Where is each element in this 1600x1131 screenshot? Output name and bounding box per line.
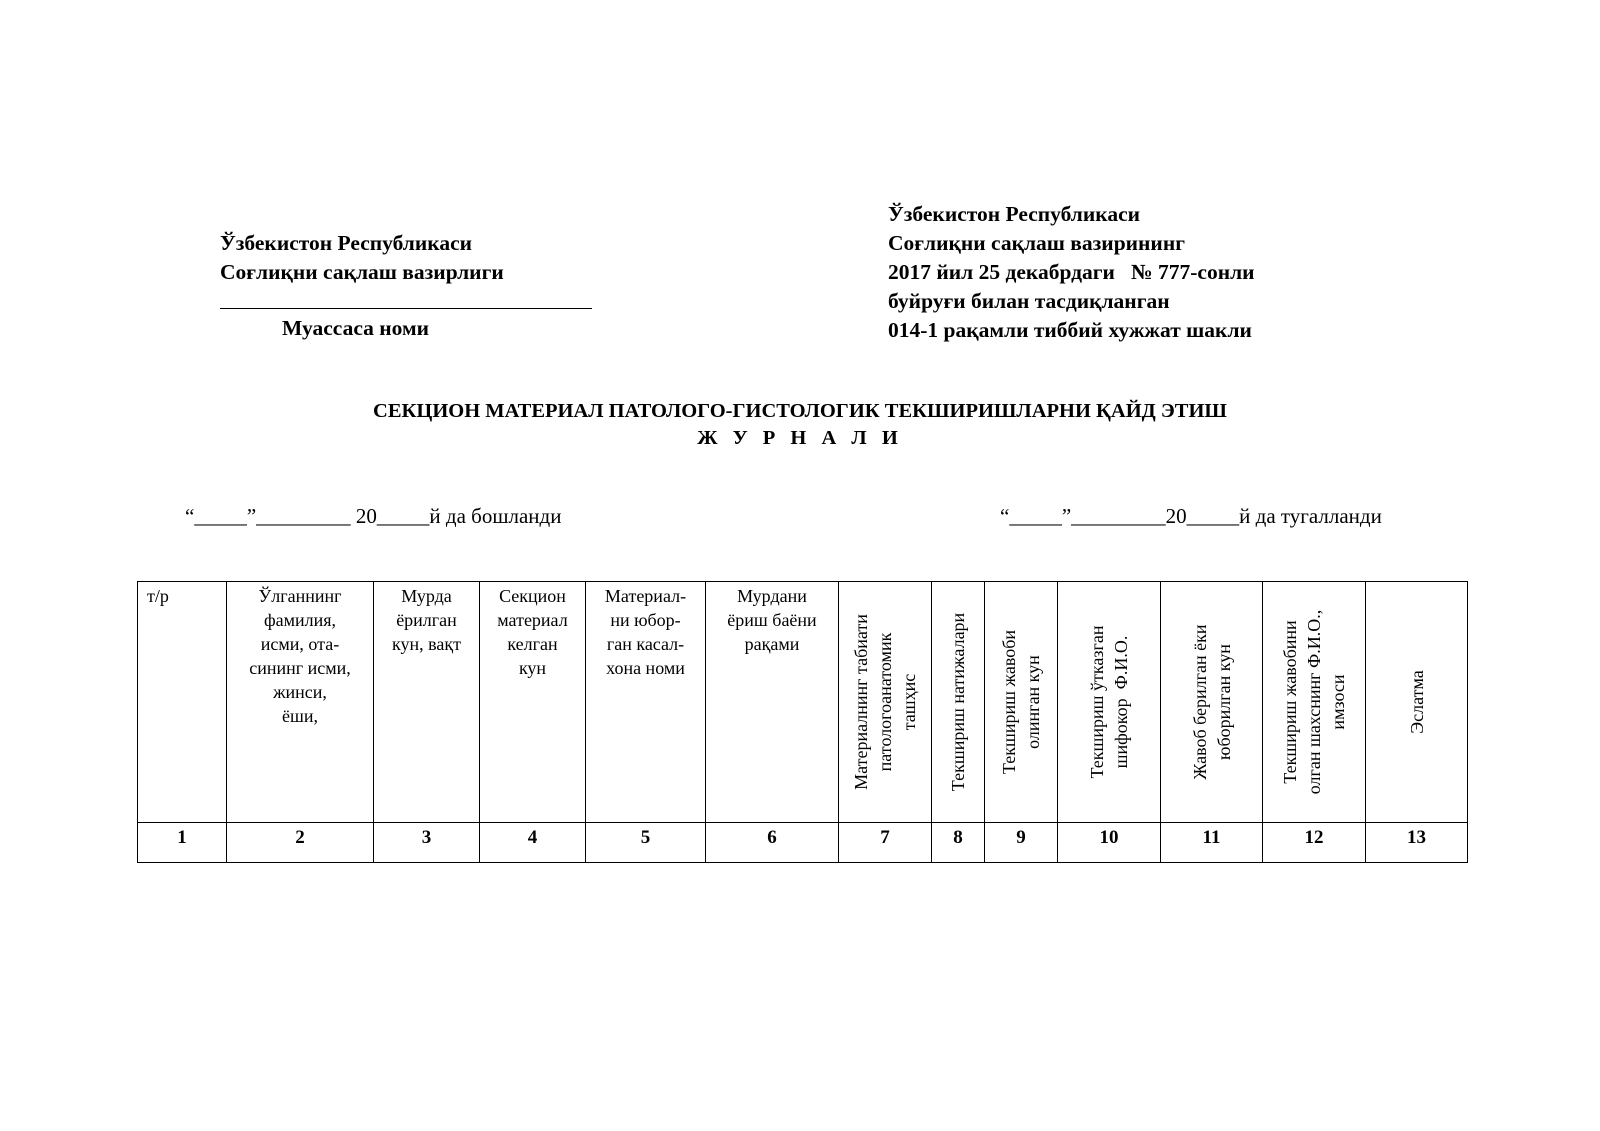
end-date-field: “_____”_________20_____й да тугалланди xyxy=(1000,504,1382,528)
header-cell-3 xyxy=(374,582,480,823)
header-cell-2 xyxy=(227,582,374,823)
column-number: 4 xyxy=(480,823,586,863)
column-number: 3 xyxy=(374,823,480,863)
column-number: 13 xyxy=(1366,823,1468,863)
table-header-row xyxy=(138,582,1468,823)
column-number: 8 xyxy=(932,823,985,863)
header-cell-label: Материал- ни юбор- ган касал- хона номи xyxy=(604,586,687,678)
approval-line-5: 014-1 рақамли тиббий хужжат шакли xyxy=(888,318,1252,342)
column-number-row xyxy=(138,823,1468,863)
header-cell-label: Материалнинг табиати патологоанатомик ташҳис xyxy=(851,614,919,790)
document-title-line-1: СЕКЦИОН МАТЕРИАЛ ПАТОЛОГО-ГИСТОЛОГИК ТЕКШИРИШЛАРНИ ҚАЙД ЭТИШ xyxy=(373,400,1227,422)
header-cell-8 xyxy=(932,582,985,823)
column-number: 10 xyxy=(1058,823,1161,863)
approval-line-1: Ўзбекистон Республикаси xyxy=(888,202,1140,226)
header-cell-label: Ўлганнинг фамилия, исми, ота- сининг исми, жинси, ёши, xyxy=(249,586,351,726)
column-number: 11 xyxy=(1161,823,1263,863)
header-cell-label: Текшириш жавобини олган шахснинг Ф.И.О., имзоси xyxy=(1280,609,1348,795)
header-cell-11 xyxy=(1161,582,1263,823)
column-number: 7 xyxy=(839,823,932,863)
header-cell-9 xyxy=(985,582,1058,823)
header-cell-label: Текшириш натижалари xyxy=(948,612,968,792)
column-number: 12 xyxy=(1263,823,1366,863)
ministry-country: Ўзбекистон Республикаси xyxy=(220,231,472,255)
column-number: 5 xyxy=(586,823,706,863)
header-cell-label: Секцион материал келган кун xyxy=(497,586,568,678)
institution-label: Муассаса номи xyxy=(282,316,430,340)
approval-line-4: буйруғи билан тасдиқланган xyxy=(888,289,1170,313)
header-cell-12 xyxy=(1263,582,1366,823)
header-cell-4 xyxy=(480,582,586,823)
header-cell-6 xyxy=(706,582,839,823)
document-title-line-2: Ж У Р Н А Л И xyxy=(697,427,903,449)
column-number: 9 xyxy=(985,823,1058,863)
header-cell-label: Жавоб берилган ёки юборилган кун xyxy=(1189,624,1234,780)
start-date-field: “_____”_________ 20_____й да бошланди xyxy=(185,504,562,528)
header-cell-13 xyxy=(1366,582,1468,823)
ministry-header xyxy=(220,229,504,287)
ministry-name: Соғлиқни сақлаш вазирлиги xyxy=(220,260,504,284)
approval-line-2: Соғлиқни сақлаш вазирининг xyxy=(888,231,1185,255)
header-cell-label: Эслатма xyxy=(1406,670,1427,734)
institution-blank-line xyxy=(220,308,592,309)
approval-line-3: 2017 йил 25 декабрдаги № 777-сонли xyxy=(888,260,1255,284)
header-cell-label: Мурда ёрилган кун, вақт xyxy=(392,586,461,654)
header-cell-1 xyxy=(138,582,227,823)
column-number: 2 xyxy=(227,823,374,863)
header-cell-label: Мурдани ёриш баёни рақами xyxy=(727,586,817,654)
column-number: 1 xyxy=(138,823,227,863)
header-cell-label: т/р xyxy=(147,586,169,606)
header-cell-10 xyxy=(1058,582,1161,823)
header-cell-label: Текшириш жавоби олинган кун xyxy=(999,629,1043,775)
approval-header xyxy=(888,200,1255,345)
header-cell-7 xyxy=(839,582,932,823)
header-cell-label: Текшириш ўтказган шифокор Ф.И.О. xyxy=(1087,625,1131,779)
journal-table xyxy=(137,581,1468,863)
header-cell-5 xyxy=(586,582,706,823)
document-title xyxy=(0,398,1600,452)
column-number: 6 xyxy=(706,823,839,863)
